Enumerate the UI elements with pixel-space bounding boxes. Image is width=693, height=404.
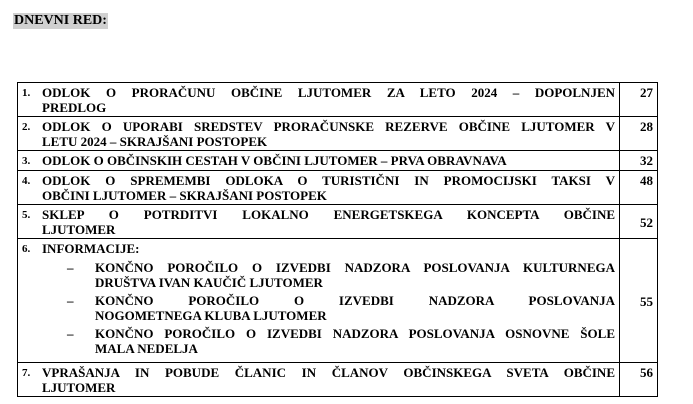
sub-item-text-line: KONČNO POROČILO O IZVEDBI NADZORA POSLOVANJA KULTURNEGA: [95, 260, 615, 275]
item-text-line: ODLOK O OBČINSKIH CESTAH V OBČINI LJUTOMER – PRVA OBRAVNAVA: [42, 153, 507, 168]
agenda-row: [18, 151, 658, 171]
sub-item-text-line: KONČNO POROČILO O IZVEDBI NADZORA POSLOVANJA OSNOVNE ŠOLE: [95, 326, 615, 341]
item-title: INFORMACIJE:: [42, 241, 140, 256]
agenda-row: [18, 171, 658, 205]
item-text-line: LETU 2024 – SKRAJŠANI POSTOPEK: [42, 134, 268, 149]
agenda-item-cell: [18, 239, 620, 363]
agenda-table: [17, 82, 658, 397]
page-number: 52: [620, 205, 658, 239]
agenda-row: [18, 239, 658, 363]
item-text-line: OBČINI LJUTOMER – SKRAJŠANI POSTOPEK: [42, 188, 327, 203]
agenda-row: [18, 117, 658, 151]
item-text-line: SKLEP O POTRDITVI LOKALNO ENERGETSKEGA KONCEPTA OBČINE: [42, 207, 615, 222]
item-text-line: LJUTOMER: [42, 222, 116, 237]
agenda-row: [18, 205, 658, 239]
item-number: 3.: [22, 155, 31, 167]
sub-item: [67, 326, 615, 356]
dash-bullet: –: [67, 293, 74, 308]
agenda-heading: DNEVNI RED:: [14, 13, 107, 28]
item-number: 2.: [22, 121, 31, 133]
page-number: 28: [620, 117, 658, 151]
item-text-line: ODLOK O SPREMEMBI ODLOKA O TURISTIČNI IN PROMOCIJSKI TAKSI V: [42, 173, 615, 188]
agenda-item-cell: [18, 151, 620, 171]
dash-bullet: –: [67, 326, 74, 341]
agenda-row: [18, 363, 658, 397]
item-number: 1.: [22, 87, 31, 99]
item-number: 5.: [22, 209, 31, 221]
agenda-item-cell: [18, 363, 620, 397]
agenda-item-cell: [18, 171, 620, 205]
page-number: 56: [620, 363, 658, 397]
page-number: 48: [620, 171, 658, 205]
item-number: 7.: [22, 367, 31, 379]
agenda-item-cell: [18, 205, 620, 239]
item-text-line: VPRAŠANJA IN POBUDE ČLANIC IN ČLANOV OBČINSKEGA SVETA OBČINE: [42, 365, 615, 380]
sub-item: [67, 260, 615, 290]
dash-bullet: –: [67, 260, 74, 275]
item-text-line: PREDLOG: [42, 100, 107, 115]
item-text-line: ODLOK O PRORAČUNU OBČINE LJUTOMER ZA LETO 2024 – DOPOLNJEN: [42, 85, 615, 100]
page-number: 55: [620, 239, 658, 363]
sub-item-text-line: MALA NEDELJA: [95, 341, 198, 356]
agenda-item-cell: [18, 83, 620, 117]
page-number: 32: [620, 151, 658, 171]
page-number: 27: [620, 83, 658, 117]
sub-item: [67, 293, 615, 323]
agenda-item-cell: [18, 117, 620, 151]
item-text-line: LJUTOMER: [42, 380, 116, 395]
sub-item-text-line: KONČNO POROČILO O IZVEDBI NADZORA POSLOVANJA: [95, 293, 615, 308]
item-text-line: ODLOK O UPORABI SREDSTEV PRORAČUNSKE REZERVE OBČINE LJUTOMER V: [42, 119, 615, 134]
sub-item-text-line: NOGOMETNEGA KLUBA LJUTOMER: [95, 308, 327, 323]
item-number: 4.: [22, 175, 31, 187]
item-number: 6.: [22, 243, 31, 255]
agenda-row: [18, 83, 658, 117]
sub-item-text-line: DRUŠTVA IVAN KAUČIČ LJUTOMER: [95, 275, 323, 290]
